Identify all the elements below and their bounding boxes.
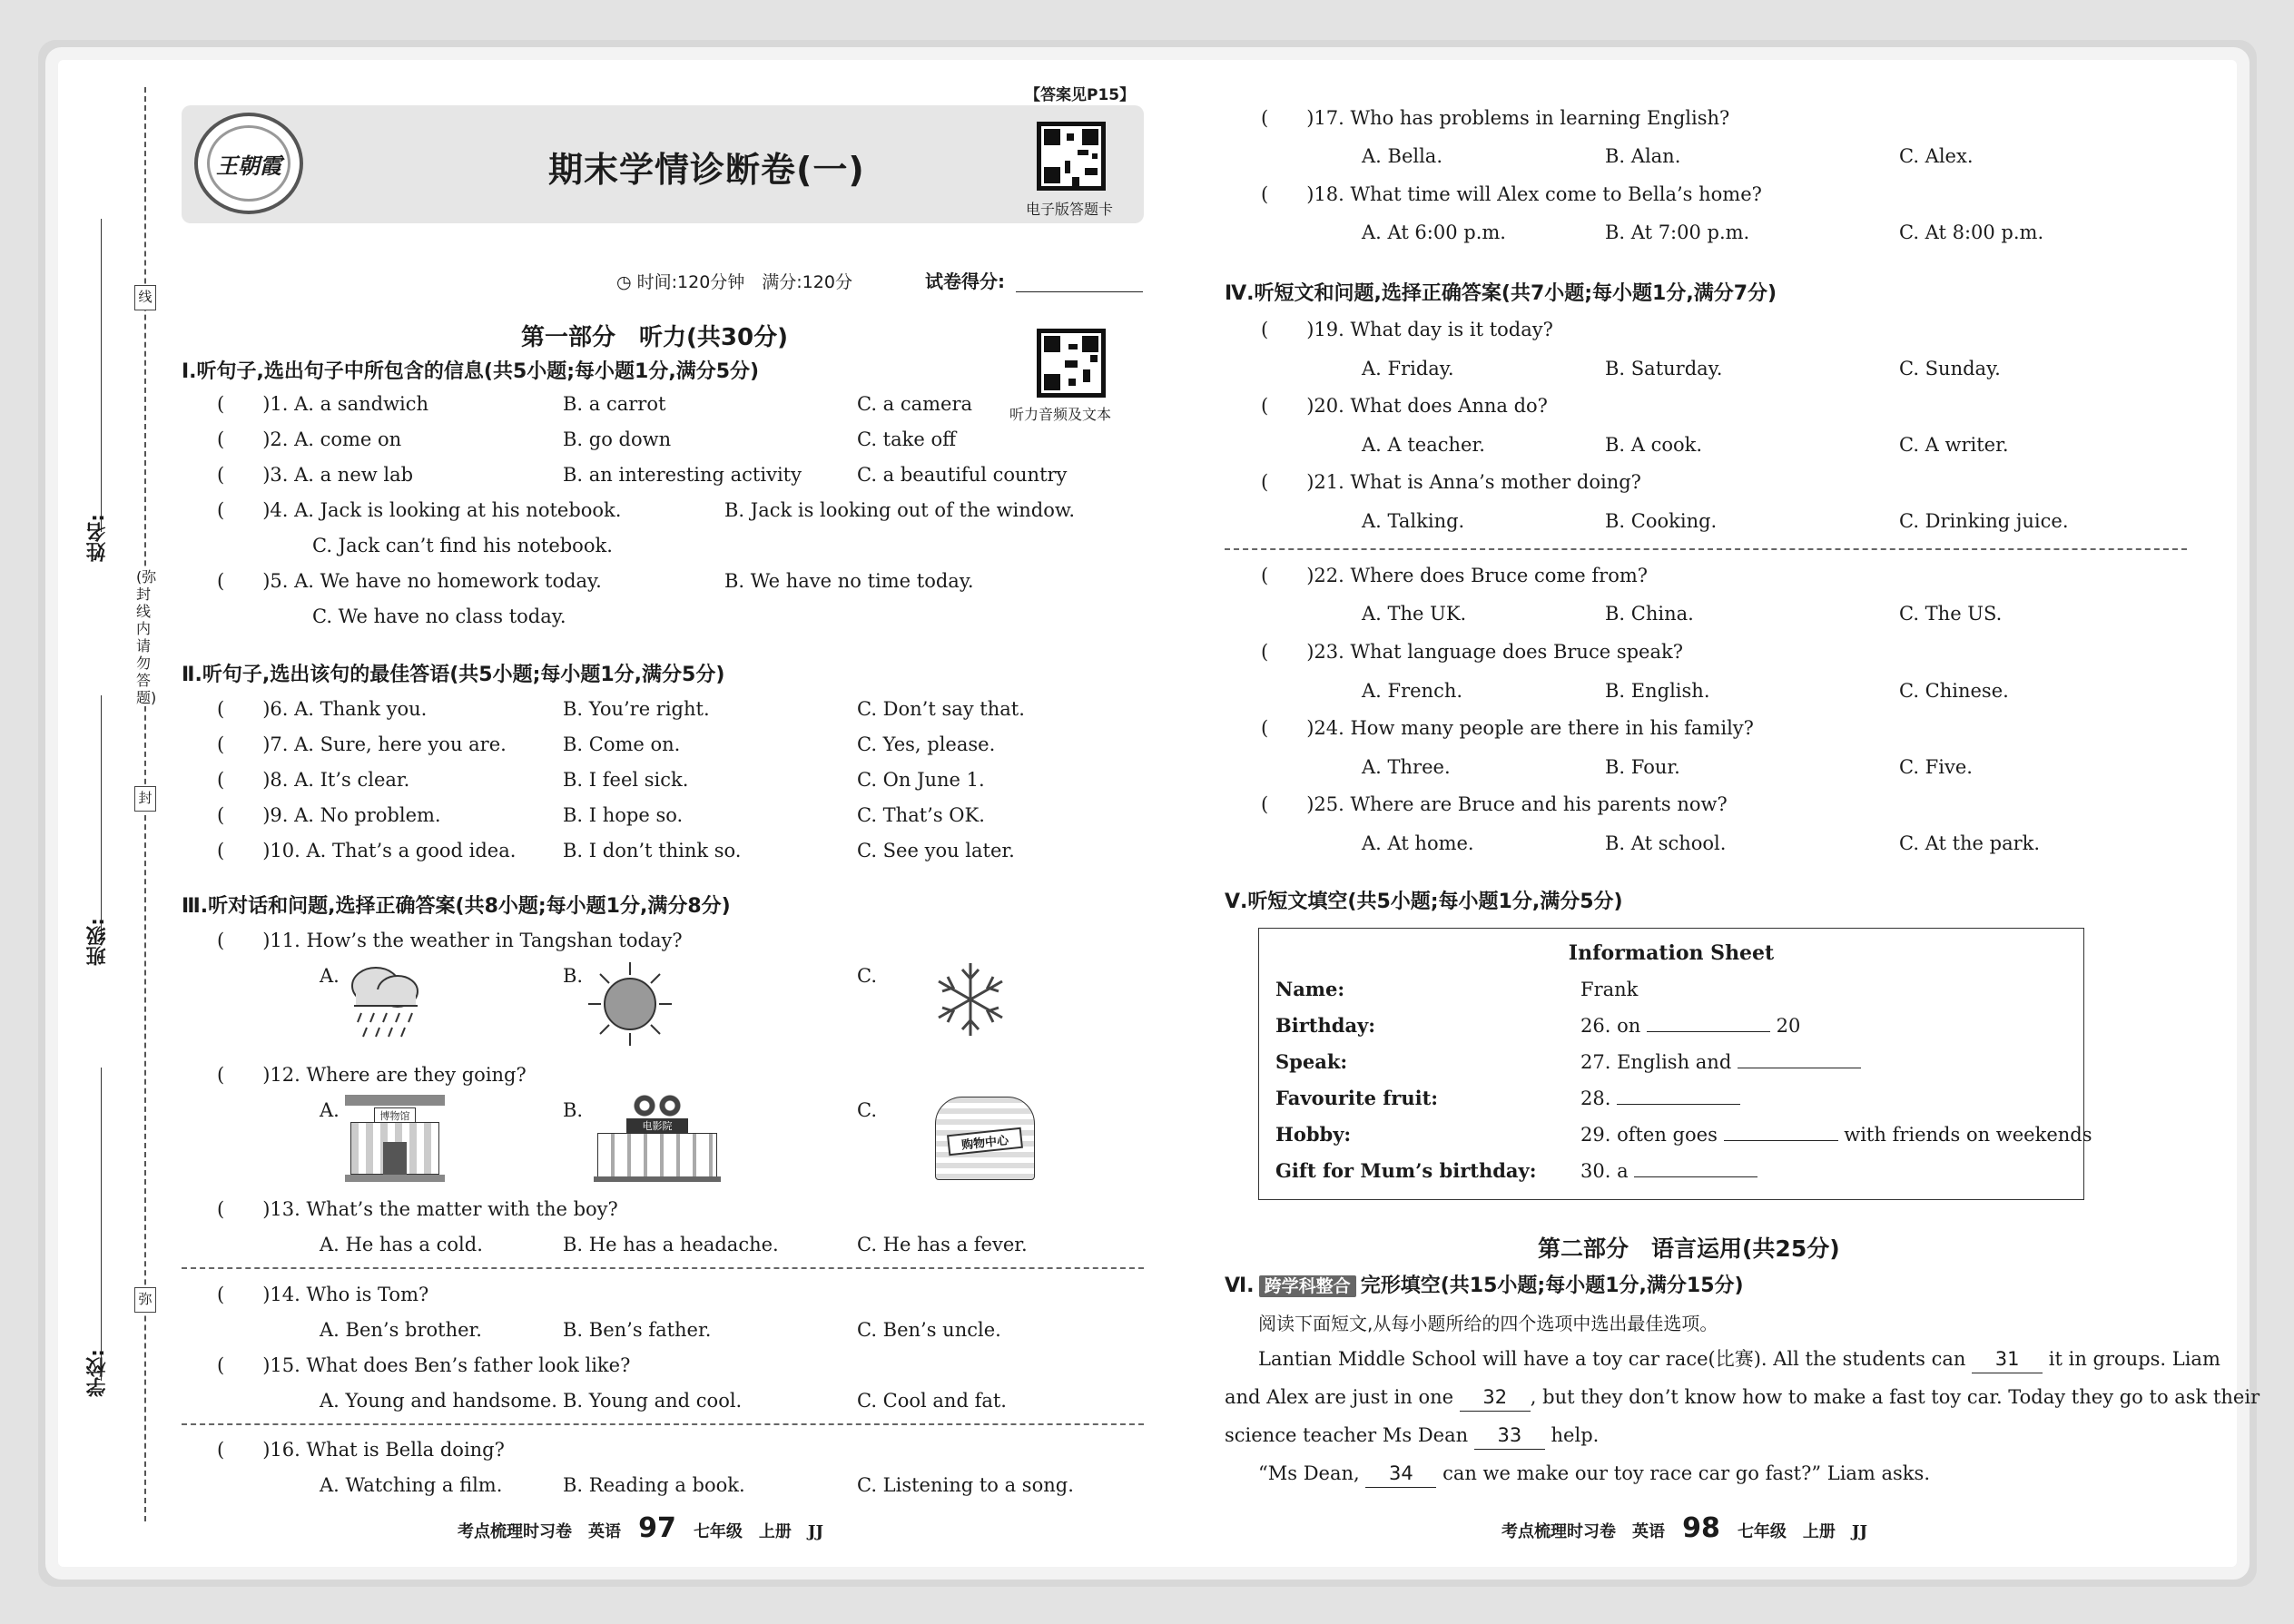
q24-option-b[interactable]: B. Four. <box>1605 756 1680 778</box>
cloze-instruction: 阅读下面短文,从每小题所给的四个选项中选出最佳选项。 <box>1258 1313 1718 1334</box>
q5-option-b[interactable]: B. We have no time today. <box>724 570 974 592</box>
q22-option-b[interactable]: B. China. <box>1605 603 1694 625</box>
rainy-cloud-image <box>340 959 430 1049</box>
qr-caption-answer-sheet: 电子版答题卡 <box>1026 201 1114 218</box>
q19-stem[interactable]: ( )19. What day is it today? <box>1261 319 1553 340</box>
q18-stem[interactable]: ( )18. What time will Alex come to Bella’s home? <box>1261 183 1762 205</box>
q19-option-a[interactable]: A. Friday. <box>1362 358 1454 379</box>
rain-drops <box>358 1013 412 1037</box>
q4-option-c[interactable]: C. Jack can’t find his notebook. <box>312 535 613 556</box>
cloze-text-1a: Lantian Middle School will have a toy car race(比赛). All the students can <box>1258 1348 1966 1370</box>
q20-option-c[interactable]: C. A writer. <box>1899 434 2009 456</box>
cinema-building <box>597 1133 717 1178</box>
footer-right <box>1501 1512 1867 1544</box>
cloze-line-2 <box>1225 1383 2260 1412</box>
cloze-text-2b: , but they don’t know how to make a fast toy car. Today they go to ask their <box>1530 1386 2260 1408</box>
answer-sheet-qr-code[interactable] <box>1037 122 1106 191</box>
q8-option-b[interactable]: B. I feel sick. <box>563 769 689 791</box>
q24-option-c[interactable]: C. Five. <box>1899 756 1973 778</box>
page-number-98: 98 <box>1682 1512 1720 1544</box>
film-reels <box>632 1095 683 1117</box>
name-underline <box>101 219 102 532</box>
q30-prefix: 30. a <box>1580 1160 1629 1182</box>
section-5-heading: Ⅴ.听短文填空(共5小题;每小题1分,满分5分) <box>1225 891 1623 913</box>
sun-disc <box>605 979 655 1029</box>
q25-option-b[interactable]: B. At school. <box>1605 832 1727 854</box>
museum-sign: 博物馆 <box>374 1107 416 1124</box>
cloze-text-3a: science teacher Ms Dean <box>1225 1424 1469 1446</box>
q12-stem[interactable]: ( )12. Where are they going? <box>217 1064 527 1086</box>
cloze-text-1b: it in groups. Liam <box>2048 1348 2220 1370</box>
q12-option-b-label[interactable]: B. <box>563 1099 584 1121</box>
q17-option-b[interactable]: B. Alan. <box>1605 145 1681 167</box>
q22-option-c[interactable]: C. The US. <box>1899 603 2003 625</box>
museum-image <box>345 1095 445 1182</box>
score-label: 试卷得分: <box>925 271 1005 292</box>
section-6-heading <box>1225 1270 1744 1298</box>
q17-option-c[interactable]: C. Alex. <box>1899 145 1974 167</box>
q26-prefix: 26. on <box>1580 1015 1641 1037</box>
q13-stem[interactable]: ( )13. What’s the matter with the boy? <box>217 1198 618 1220</box>
q25-stem[interactable]: ( )25. Where are Bruce and his parents now? <box>1261 793 1728 815</box>
info-speak-row <box>1580 1048 1861 1076</box>
answer-reference: 【答案见P15】 <box>1025 86 1136 104</box>
q2-option-c[interactable]: C. take off <box>857 428 957 450</box>
q21-option-b[interactable]: B. Cooking. <box>1605 510 1718 532</box>
section-3-heading: Ⅲ.听对话和问题,选择正确答案(共8小题;每小题1分,满分8分) <box>182 895 731 918</box>
q18-option-a[interactable]: A. At 6:00 p.m. <box>1362 221 1506 243</box>
q1-stem[interactable]: ( )1. A. a sandwich <box>217 393 429 415</box>
info-sheet-title: Information Sheet <box>1568 941 1775 965</box>
separator-left-1 <box>182 1267 1144 1269</box>
q11-option-c-label[interactable]: C. <box>857 965 877 987</box>
blank-33[interactable]: 33 <box>1474 1422 1545 1450</box>
q16-option-b[interactable]: B. Reading a book. <box>563 1474 745 1496</box>
info-hobby-row <box>1580 1121 2092 1148</box>
q14-stem[interactable]: ( )14. Who is Tom? <box>217 1284 429 1305</box>
cloze-text-4b: can we make our toy race car go fast?” Liam asks. <box>1442 1462 1930 1484</box>
q9-option-b[interactable]: B. I hope so. <box>563 804 684 826</box>
q26-blank[interactable] <box>1647 1031 1770 1032</box>
q19-option-c[interactable]: C. Sunday. <box>1899 358 2001 379</box>
q1-option-b[interactable]: B. a carrot <box>563 393 666 415</box>
q30-blank[interactable] <box>1634 1176 1757 1177</box>
q21-option-a[interactable]: A. Talking. <box>1362 510 1465 532</box>
cloze-line-3 <box>1225 1422 1599 1450</box>
score-input[interactable] <box>1016 291 1143 292</box>
logo-text: 王朝霞 <box>216 153 281 179</box>
q3-stem[interactable]: ( )3. A. a new lab <box>217 464 414 486</box>
q24-option-a[interactable]: A. Three. <box>1362 756 1451 778</box>
cloud-shape <box>352 968 418 1007</box>
qr-caption-audio: 听力音频及文本 <box>1009 406 1112 423</box>
q15-option-a[interactable]: A. Young and handsome. <box>320 1390 557 1412</box>
section-6-title: 完形填空(共15小题;每小题1分,满分15分) <box>1360 1275 1744 1297</box>
q16-option-c[interactable]: C. Listening to a song. <box>857 1474 1074 1496</box>
cinema-image <box>594 1095 721 1182</box>
cloze-text-3b: help. <box>1551 1424 1600 1446</box>
q9-stem[interactable]: ( )9. A. No problem. <box>217 804 441 826</box>
q14-option-a[interactable]: A. Ben’s brother. <box>320 1319 482 1341</box>
part2-title: 第二部分 语言运用(共25分) <box>1538 1235 1840 1262</box>
q20-stem[interactable]: ( )20. What does Anna do? <box>1261 395 1548 417</box>
q10-stem[interactable]: ( )10. A. That’s a good idea. <box>217 840 517 861</box>
q25-option-c[interactable]: C. At the park. <box>1899 832 2041 854</box>
footer-right-grade: 七年级 上册 JJ <box>1737 1522 1867 1541</box>
q24-stem[interactable]: ( )24. How many people are there in his family? <box>1261 717 1754 739</box>
blank-34[interactable]: 34 <box>1365 1460 1436 1488</box>
footer-left-grade: 七年级 上册 JJ <box>693 1522 823 1541</box>
museum-door <box>383 1142 407 1175</box>
q10-option-b[interactable]: B. I don’t think so. <box>563 840 742 861</box>
q2-stem[interactable]: ( )2. A. come on <box>217 428 402 450</box>
cinema-sign: 电影院 <box>626 1118 688 1133</box>
q6-option-b[interactable]: B. You’re right. <box>563 698 710 720</box>
shopping-mall-image <box>935 1091 1035 1182</box>
school-label[interactable]: 学校: <box>86 1349 109 1397</box>
info-fruit-label: Favourite fruit: <box>1275 1087 1439 1109</box>
q21-stem[interactable]: ( )21. What is Anna’s mother doing? <box>1261 471 1641 493</box>
q17-option-a[interactable]: A. Bella. <box>1362 145 1443 167</box>
information-sheet <box>1258 928 2092 1200</box>
q11-stem[interactable]: ( )11. How’s the weather in Tangshan today? <box>217 930 683 951</box>
q2-option-b[interactable]: B. go down <box>563 428 672 450</box>
q28-prefix: 28. <box>1580 1088 1611 1109</box>
section-6-number: Ⅵ. <box>1225 1275 1255 1297</box>
q4-stem[interactable]: ( )4. A. Jack is looking at his notebook. <box>217 499 622 521</box>
q29-suffix: with friends on weekends <box>1844 1124 2092 1146</box>
q10-option-c[interactable]: C. See you later. <box>857 840 1015 861</box>
q8-stem[interactable]: ( )8. A. It’s clear. <box>217 769 410 791</box>
q23-option-c[interactable]: C. Chinese. <box>1899 680 2009 702</box>
q22-option-a[interactable]: A. The UK. <box>1362 603 1467 625</box>
q1-option-c[interactable]: C. a camera <box>857 393 973 415</box>
q11-option-b-label[interactable]: B. <box>563 965 584 987</box>
q15-option-c[interactable]: C. Cool and fat. <box>857 1390 1007 1412</box>
q27-prefix: 27. English and <box>1580 1051 1732 1073</box>
q15-option-b[interactable]: B. Young and cool. <box>563 1390 743 1412</box>
q29-blank[interactable] <box>1724 1140 1838 1141</box>
q5-stem[interactable]: ( )5. A. We have no homework today. <box>217 570 602 592</box>
footer-left <box>458 1512 823 1544</box>
q13-option-c[interactable]: C. He has a fever. <box>857 1234 1028 1255</box>
q14-option-c[interactable]: C. Ben’s uncle. <box>857 1319 1001 1341</box>
footer-left-book: 考点梳理时习卷 英语 <box>458 1522 621 1541</box>
school-underline <box>101 1068 102 1381</box>
cloze-text-2a: and Alex are just in one <box>1225 1386 1454 1408</box>
q9-option-c[interactable]: C. That’s OK. <box>857 804 985 826</box>
snowflake-arms <box>939 963 1002 1036</box>
q3-option-b[interactable]: B. an interesting activity <box>563 464 802 486</box>
q11-option-a-label[interactable]: A. <box>320 965 340 987</box>
separator-right-1 <box>1225 548 2187 550</box>
separator-left-2 <box>182 1423 1144 1425</box>
q6-option-c[interactable]: C. Don’t say that. <box>857 698 1025 720</box>
q13-option-a[interactable]: A. He has a cold. <box>320 1234 483 1255</box>
q26-suffix: 20 <box>1776 1015 1801 1037</box>
blank-32[interactable]: 32 <box>1460 1383 1531 1412</box>
seal-char-feng: 封 <box>134 786 156 812</box>
q21-option-c[interactable]: C. Drinking juice. <box>1899 510 2069 532</box>
exam-paper <box>58 60 2260 1567</box>
q12-option-a-label[interactable]: A. <box>320 1099 340 1121</box>
q17-stem[interactable]: ( )17. Who has problems in learning English? <box>1261 107 1730 129</box>
q19-option-b[interactable]: B. Saturday. <box>1605 358 1723 379</box>
info-gift-label: Gift for Mum’s birthday: <box>1275 1159 1537 1182</box>
info-hobby-label: Hobby: <box>1275 1123 1352 1146</box>
seal-char-xian: 线 <box>134 285 156 310</box>
logo-seal <box>194 113 303 214</box>
snowflake-image <box>930 959 1011 1040</box>
q16-stem[interactable]: ( )16. What is Bella doing? <box>217 1439 505 1461</box>
class-underline <box>101 695 102 940</box>
section-1-heading: Ⅰ.听句子,选出句子中所包含的信息(共5小题;每小题1分,满分5分) <box>182 360 760 383</box>
q3-option-c[interactable]: C. a beautiful country <box>857 464 1068 486</box>
q7-option-b[interactable]: B. Come on. <box>563 733 681 755</box>
name-label[interactable]: 姓名: <box>86 514 109 562</box>
q15-stem[interactable]: ( )15. What does Ben’s father look like? <box>217 1354 631 1376</box>
page-title: 期末学情诊断卷(一) <box>548 150 865 190</box>
info-birthday-row <box>1580 1012 1800 1039</box>
q18-option-c[interactable]: C. At 8:00 p.m. <box>1899 221 2044 243</box>
q20-option-a[interactable]: A. A teacher. <box>1362 434 1485 456</box>
sunny-sun-image <box>585 959 675 1049</box>
part1-title: 第一部分 听力(共30分) <box>521 324 788 351</box>
q23-option-a[interactable]: A. French. <box>1362 680 1463 702</box>
q29-prefix: 29. often goes <box>1580 1124 1718 1146</box>
exam-time-info: ◷ 时间:120分钟 满分:120分 <box>616 272 852 292</box>
q6-stem[interactable]: ( )6. A. Thank you. <box>217 698 428 720</box>
footer-right-book: 考点梳理时习卷 英语 <box>1501 1522 1665 1541</box>
q23-stem[interactable]: ( )23. What language does Bruce speak? <box>1261 641 1683 663</box>
cinema-ground <box>594 1176 721 1182</box>
seal-notice: (弥封线内请勿答题) <box>136 568 157 706</box>
info-fruit-row <box>1580 1085 1740 1112</box>
page-number-97: 97 <box>638 1512 676 1544</box>
blank-31[interactable]: 31 <box>1972 1345 2043 1373</box>
interdisciplinary-tag: 跨学科整合 <box>1259 1275 1356 1297</box>
mall-sign: 购物中心 <box>947 1127 1023 1156</box>
cloze-line-4 <box>1258 1460 1930 1488</box>
seal-char-mi: 弥 <box>134 1287 156 1313</box>
q23-option-b[interactable]: B. English. <box>1605 680 1710 702</box>
cloze-line-1 <box>1258 1345 2220 1373</box>
museum-base <box>345 1175 445 1182</box>
info-name-label: Name: <box>1275 978 1345 1000</box>
cloze-text-4a: “Ms Dean, <box>1258 1462 1360 1484</box>
audio-qr-code[interactable] <box>1037 329 1106 398</box>
q7-stem[interactable]: ( )7. A. Sure, here you are. <box>217 733 507 755</box>
q22-stem[interactable]: ( )22. Where does Bruce come from? <box>1261 565 1649 586</box>
q7-option-c[interactable]: C. Yes, please. <box>857 733 996 755</box>
logo-ring <box>207 125 290 202</box>
section-4-heading: Ⅳ.听短文和问题,选择正确答案(共7小题;每小题1分,满分7分) <box>1225 282 1777 305</box>
class-label[interactable]: 班级: <box>86 918 109 966</box>
q14-option-b[interactable]: B. Ben’s father. <box>563 1319 712 1341</box>
info-gift-row <box>1580 1157 1757 1185</box>
section-2-heading: Ⅱ.听句子,选出该句的最佳答语(共5小题;每小题1分,满分5分) <box>182 664 725 686</box>
q13-option-b[interactable]: B. He has a headache. <box>563 1234 779 1255</box>
q18-option-b[interactable]: B. At 7:00 p.m. <box>1605 221 1750 243</box>
museum-roof <box>345 1095 445 1106</box>
q20-option-b[interactable]: B. A cook. <box>1605 434 1703 456</box>
q12-option-c-label[interactable]: C. <box>857 1099 877 1121</box>
q28-blank[interactable] <box>1617 1104 1740 1105</box>
info-birthday-label: Birthday: <box>1275 1014 1376 1037</box>
q4-option-b[interactable]: B. Jack is looking out of the window. <box>724 499 1076 521</box>
q25-option-a[interactable]: A. At home. <box>1362 832 1474 854</box>
q16-option-a[interactable]: A. Watching a film. <box>320 1474 503 1496</box>
q8-option-c[interactable]: C. On June 1. <box>857 769 985 791</box>
info-speak-label: Speak: <box>1275 1050 1348 1073</box>
info-name-value: Frank <box>1580 979 1639 1000</box>
q5-option-c[interactable]: C. We have no class today. <box>312 605 566 627</box>
